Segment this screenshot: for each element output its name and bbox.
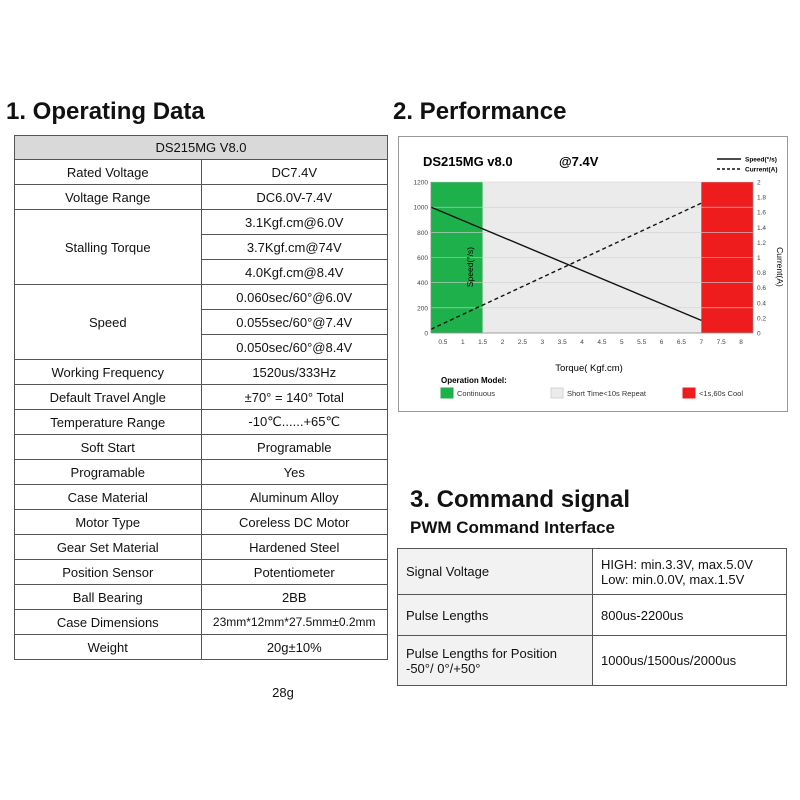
y2-tick-label: 0.6 (757, 285, 767, 293)
row-value: 1520us/333Hz (201, 360, 388, 385)
y2-tick-label: 0.4 (757, 300, 767, 308)
row-value: 1000us/1500us/2000us (593, 636, 787, 686)
operating-data-heading: 1. Operating Data (6, 98, 205, 125)
zone-legend-label: Short Time<10s Repeat (567, 389, 647, 398)
table-row (15, 410, 388, 435)
x-tick-label: 7 (699, 339, 704, 346)
y-tick-label: 1200 (413, 179, 428, 187)
pulse-position-label: Pulse Lengths for Position (406, 645, 558, 661)
row-value (593, 549, 787, 595)
x-tick-label: 3.5 (557, 339, 567, 346)
y-tick-label: 800 (417, 229, 428, 237)
row-label: Signal Voltage (398, 549, 593, 595)
row-value: 20g±10% (201, 635, 388, 660)
y-tick-label: 1000 (413, 204, 428, 212)
row-value: Potentiometer (201, 560, 388, 585)
x-tick-label: 4 (580, 339, 584, 346)
table-row (15, 435, 388, 460)
row-label: Programable (15, 460, 202, 485)
table-title: DS215MG V8.0 (15, 136, 388, 160)
x-tick-label: 5.5 (637, 339, 647, 346)
table-row (15, 635, 388, 660)
row-value: ±70° = 140° Total (201, 385, 388, 410)
row-label: Case Material (15, 485, 202, 510)
zone-legend-swatch (683, 388, 695, 398)
row-label: Temperature Range (15, 410, 202, 435)
operating-data-table (14, 135, 388, 660)
row-label: Position Sensor (15, 560, 202, 585)
performance-chart-panel (398, 136, 788, 412)
command-signal-table (397, 548, 787, 686)
x-tick-label: 3 (540, 339, 545, 346)
row-label: Stalling Torque (15, 210, 202, 285)
signal-low-line: Low: min.0.0V, max.1.5V (601, 571, 745, 587)
row-value: Aluminum Alloy (201, 485, 388, 510)
table-row (398, 636, 787, 686)
zone-legend-label: Continuous (457, 389, 495, 398)
signal-high-line: HIGH: min.3.3V, max.5.0V (601, 556, 753, 572)
y-tick-label: 400 (417, 280, 428, 288)
y2-tick-label: 2 (757, 179, 761, 187)
table-row (15, 285, 388, 310)
legend-entry: Current(A) (745, 166, 778, 174)
x-tick-label: 6.5 (676, 339, 686, 346)
y2-tick-label: 0.2 (757, 315, 767, 323)
table-row (15, 185, 388, 210)
row-value: 0.060sec/60°@6.0V (201, 285, 388, 310)
row-value: 4.0Kgf.cm@8.4V (201, 260, 388, 285)
row-label: Ball Bearing (15, 585, 202, 610)
table-row (15, 535, 388, 560)
y2-tick-label: 1 (757, 255, 761, 262)
table-row (15, 360, 388, 385)
row-label: Working Frequency (15, 360, 202, 385)
row-label: Voltage Range (15, 185, 202, 210)
x-axis-label: Torque( Kgf.cm) (555, 363, 623, 374)
y2-tick-label: 1.8 (757, 194, 767, 202)
x-tick-label: 2.5 (517, 339, 527, 346)
row-label: Soft Start (15, 435, 202, 460)
row-label: Case Dimensions (15, 610, 202, 635)
row-value: 23mm*12mm*27.5mm±0.2mm (201, 610, 388, 635)
x-tick-label: 4.5 (597, 339, 607, 346)
row-label: Default Travel Angle (15, 385, 202, 410)
row-value: DC6.0V-7.4V (201, 185, 388, 210)
chart-subtitle: @7.4V (559, 154, 599, 169)
row-label: Weight (15, 635, 202, 660)
table-row (398, 549, 787, 595)
y-axis-label: Speed(°/s) (465, 246, 475, 288)
performance-heading: 2. Performance (393, 98, 567, 125)
row-label: Speed (15, 285, 202, 360)
row-value: -10℃......+65℃ (201, 410, 388, 435)
table-row (15, 460, 388, 485)
zone-legend-title: Operation Model: (441, 376, 507, 385)
x-tick-label: 0.5 (438, 339, 448, 346)
x-tick-label: 8 (739, 339, 743, 346)
table-row (15, 485, 388, 510)
row-value: 3.1Kgf.cm@6.0V (201, 210, 388, 235)
row-label: Rated Voltage (15, 160, 202, 185)
table-row (15, 585, 388, 610)
y-tick-label: 600 (417, 255, 428, 262)
y2-tick-label: 0 (757, 330, 761, 338)
legend-entry: Speed(°/s) (745, 156, 777, 164)
row-value: 2BB (201, 585, 388, 610)
row-value: 0.055sec/60°@7.4V (201, 310, 388, 335)
table-row (15, 610, 388, 635)
y2-tick-label: 1.6 (757, 209, 767, 217)
zone-legend-label: <1s,60s Cool (699, 389, 743, 398)
x-tick-label: 2 (500, 339, 505, 346)
table-row (398, 595, 787, 636)
x-tick-label: 7.5 (716, 339, 726, 346)
row-value: Programable (201, 435, 388, 460)
table-row (15, 560, 388, 585)
y-tick-label: 0 (424, 330, 428, 338)
y2-tick-label: 1.2 (757, 239, 767, 247)
row-label: Gear Set Material (15, 535, 202, 560)
row-label (398, 636, 593, 686)
row-value: Coreless DC Motor (201, 510, 388, 535)
x-tick-label: 1.5 (478, 339, 488, 346)
row-value: DC7.4V (201, 160, 388, 185)
table-row (15, 385, 388, 410)
performance-chart (399, 137, 787, 411)
y2-tick-label: 0.8 (757, 270, 767, 278)
row-label: Motor Type (15, 510, 202, 535)
zone-legend-swatch (551, 388, 563, 398)
row-value: 3.7Kgf.cm@74V (201, 235, 388, 260)
row-value: Yes (201, 460, 388, 485)
y2-tick-label: 1.4 (757, 224, 767, 232)
command-signal-heading: 3. Command signal (410, 486, 631, 513)
row-value: Hardened Steel (201, 535, 388, 560)
y-tick-label: 200 (417, 305, 428, 313)
x-tick-label: 6 (659, 339, 664, 346)
x-tick-label: 1 (460, 339, 465, 346)
pwm-interface-subheading: PWM Command Interface (410, 518, 615, 537)
pulse-position-angles: -50°/ 0°/+50° (406, 660, 481, 676)
y2-axis-label: Current(A) (775, 247, 785, 287)
row-label: Pulse Lengths (398, 595, 593, 636)
table-row (15, 160, 388, 185)
table-row (15, 210, 388, 235)
weight-footer-value: 28g (272, 685, 294, 700)
table-row (15, 510, 388, 535)
chart-title: DS215MG v8.0 (423, 154, 513, 169)
row-value: 0.050sec/60°@8.4V (201, 335, 388, 360)
zone-legend-swatch (441, 388, 453, 398)
row-value: 800us-2200us (593, 595, 787, 636)
x-tick-label: 5 (620, 339, 624, 346)
